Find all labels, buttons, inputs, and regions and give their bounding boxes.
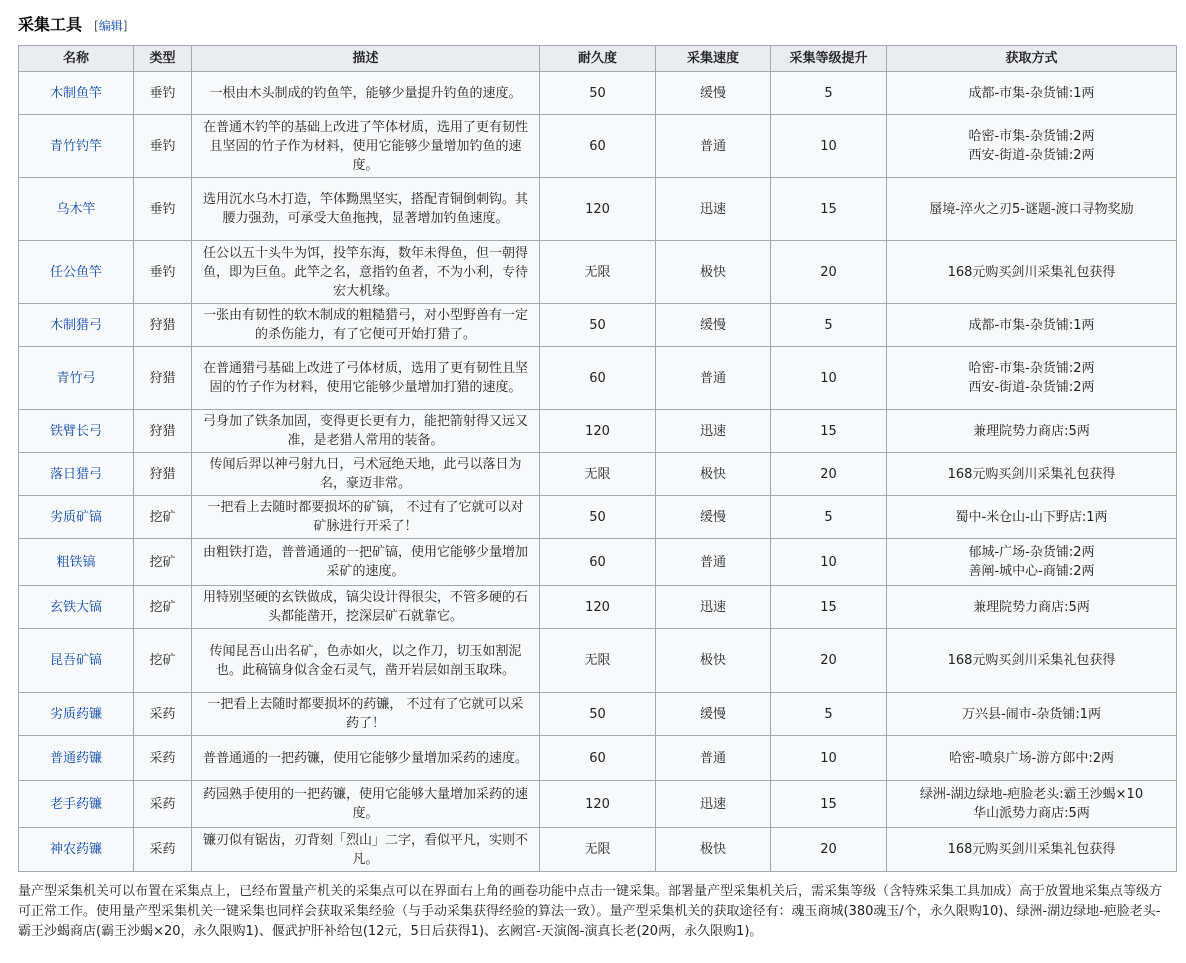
cell-level: 15 [771, 781, 887, 828]
section-title: 采集工具 [18, 15, 83, 34]
header-source[interactable]: 获取方式 [887, 46, 1177, 72]
cell-source [887, 453, 1177, 496]
cell-type: 采药 [134, 828, 192, 872]
cell-desc: 一根由木头制成的钓鱼竿，能够少量提升钓鱼的速度。 [192, 72, 540, 115]
cell-name [19, 72, 134, 115]
source-line: 哈密-市集-杂货铺:2两 [968, 129, 1095, 144]
cell-durability: 50 [540, 693, 656, 736]
tool-name-link[interactable]: 劣质药镰 [49, 706, 102, 722]
cell-level: 5 [771, 693, 887, 736]
cell-speed: 迅速 [656, 178, 771, 241]
cell-desc: 药园熟手使用的一把药镰，使用它能够大量增加采药的速度。 [192, 781, 540, 828]
cell-source [887, 496, 1177, 539]
table-row [19, 347, 1177, 410]
cell-desc: 在普通木钓竿的基础上改进了竿体材质，选用了更有韧性且坚固的竹子作为材料，使用它能够少量增加钓鱼的速度。 [192, 115, 540, 178]
tool-name-link[interactable]: 玄铁大镐 [49, 599, 102, 615]
source-line: 兼理院势力商店:5两 [973, 423, 1090, 439]
cell-name [19, 781, 134, 828]
cell-level: 20 [771, 629, 887, 693]
source-line: 哈密-市集-杂货铺:2两 [968, 361, 1095, 376]
cell-desc: 一把看上去随时都要损坏的矿镐， 不过有了它就可以对矿脉进行开采了！ [192, 496, 540, 539]
tool-name-link[interactable]: 青竹钓竿 [49, 138, 102, 154]
header-durability[interactable]: 耐久度 [540, 46, 656, 72]
cell-type: 挖矿 [134, 629, 192, 693]
cell-source [887, 241, 1177, 304]
cell-desc: 传闻后羿以神弓射九日，弓术冠绝天地，此弓以落日为名，豪迈非常。 [192, 453, 540, 496]
cell-speed: 普通 [656, 736, 771, 781]
table-row [19, 586, 1177, 629]
table-row [19, 539, 1177, 586]
tool-name-link[interactable]: 昆吾矿镐 [49, 653, 102, 668]
cell-name [19, 736, 134, 781]
cell-type: 狩猎 [134, 304, 192, 347]
source-line: 兼理院势力商店:5两 [973, 599, 1090, 615]
cell-speed: 普通 [656, 347, 771, 410]
cell-name [19, 539, 134, 586]
cell-desc: 选用沉水乌木打造，竿体黝黑坚实，搭配青铜倒刺钩。其腰力强劲，可承受大鱼拖拽，显著增加钓鱼速度。 [192, 178, 540, 241]
source-line: 绿洲-湖边绿地-疤脸老头:霸王沙蝎×10 [919, 787, 1144, 802]
cell-level: 20 [771, 828, 887, 872]
tools-table [18, 45, 1177, 872]
cell-type: 垂钓 [134, 115, 192, 178]
tool-name-link[interactable]: 铁臂长弓 [49, 423, 102, 439]
cell-type: 垂钓 [134, 241, 192, 304]
cell-type: 采药 [134, 693, 192, 736]
cell-durability: 60 [540, 115, 656, 178]
cell-name [19, 347, 134, 410]
cell-name [19, 828, 134, 872]
cell-speed: 极快 [656, 241, 771, 304]
cell-type: 狩猎 [134, 347, 192, 410]
tool-name-link[interactable]: 木制猎弓 [49, 317, 102, 333]
cell-level: 10 [771, 539, 887, 586]
cell-durability: 无限 [540, 241, 656, 304]
footer-note: 量产型采集机关可以布置在采集点上，已经布置量产机关的采集点可以在界面右上角的画卷功能中点击一键采集。部署量产型采集机关后，需采集等级（含特殊采集工具加成）高于放置地采集点等级方可正常工作。使用量产型采集机关一键采集也同样会获取采集经验（与手动采集获得经验的算法一致）。量产型采集机关的获取途径有：魂玉商城(380魂玉/个，永久限购10)、绿洲-湖边绿地-疤脸老头-霸王沙蝎商店(霸王沙蝎×20，永久限购1)、偃武护肝补给包(12元，5日后获得1)、玄阙宫-天演阁-演真长老(20两，永久限购1)。 [18, 884, 1163, 939]
cell-level: 5 [771, 496, 887, 539]
cell-name [19, 586, 134, 629]
cell-speed: 极快 [656, 453, 771, 496]
source-line: 成都-市集-杂货铺:1两 [968, 317, 1095, 333]
source-line: 168元购买剑川采集礼包获得 [947, 653, 1116, 668]
cell-durability: 120 [540, 178, 656, 241]
table-row [19, 453, 1177, 496]
cell-level: 20 [771, 241, 887, 304]
cell-speed: 迅速 [656, 586, 771, 629]
source-line: 168元购买剑川采集礼包获得 [947, 842, 1116, 857]
cell-source [887, 72, 1177, 115]
cell-desc: 用特别坚硬的玄铁做成，镐尖设计得很尖，不管多硬的石头都能凿开，挖深层矿石就靠它。 [192, 586, 540, 629]
edit-bracket-open: [ [94, 19, 99, 33]
section-heading [18, 12, 1176, 35]
source-line: 蜀中-米仓山-山下野店:1两 [955, 509, 1108, 525]
cell-type: 挖矿 [134, 586, 192, 629]
cell-name [19, 115, 134, 178]
source-line: 成都-市集-杂货铺:1两 [968, 85, 1095, 101]
source-line: 万兴县-闹市-杂货铺:1两 [961, 706, 1102, 722]
table-row [19, 241, 1177, 304]
cell-level: 20 [771, 453, 887, 496]
cell-durability: 50 [540, 496, 656, 539]
cell-name [19, 241, 134, 304]
tool-name-link[interactable]: 任公鱼竿 [49, 264, 102, 280]
cell-source [887, 410, 1177, 453]
cell-source [887, 693, 1177, 736]
cell-source [887, 347, 1177, 410]
table-row [19, 693, 1177, 736]
cell-durability: 无限 [540, 828, 656, 872]
cell-speed: 普通 [656, 115, 771, 178]
edit-bracket-close: ] [122, 19, 128, 33]
table-row [19, 629, 1177, 693]
cell-level: 15 [771, 410, 887, 453]
cell-desc: 一张由有韧性的软木制成的粗糙猎弓，对小型野兽有一定的杀伤能力，有了它便可开始打猎了。 [192, 304, 540, 347]
cell-level: 10 [771, 736, 887, 781]
cell-durability: 120 [540, 586, 656, 629]
cell-type: 狩猎 [134, 410, 192, 453]
tool-name-link[interactable]: 劣质矿镐 [49, 509, 102, 525]
cell-desc: 任公以五十头牛为饵，投竿东海，数年未得鱼，但一朝得鱼，即为巨鱼。此竿之名，意指钓鱼者，不为小利，专待宏大机缘。 [192, 241, 540, 304]
cell-name [19, 453, 134, 496]
edit-link[interactable]: 编辑 [98, 19, 123, 33]
cell-durability: 120 [540, 410, 656, 453]
cell-speed: 缓慢 [656, 496, 771, 539]
cell-type: 采药 [134, 781, 192, 828]
table-row [19, 781, 1177, 828]
tool-name-link[interactable]: 木制鱼竿 [49, 85, 102, 101]
cell-type: 垂钓 [134, 72, 192, 115]
cell-speed: 极快 [656, 828, 771, 872]
cell-desc: 由粗铁打造，普普通通的一把矿镐，使用它能够少量增加采矿的速度。 [192, 539, 540, 586]
cell-durability: 50 [540, 72, 656, 115]
cell-desc: 传闻昆吾山出名矿，色赤如火，以之作刀，切玉如割泥也。此稿镐身似含金石灵气，凿开岩层如剖玉取珠。 [192, 629, 540, 693]
source-line: 华山派势力商店:5两 [973, 806, 1090, 821]
cell-speed: 极快 [656, 629, 771, 693]
cell-desc: 在普通猎弓基础上改进了弓体材质，选用了更有韧性且坚固的竹子作为材料，使用它能够少量增加打猎的速度。 [192, 347, 540, 410]
cell-name [19, 410, 134, 453]
cell-name [19, 629, 134, 693]
tool-name-link[interactable]: 青竹弓 [56, 370, 96, 386]
cell-speed: 迅速 [656, 410, 771, 453]
source-line: 168元购买剑川采集礼包获得 [947, 264, 1116, 280]
header-desc[interactable]: 描述 [192, 46, 540, 72]
cell-level: 5 [771, 304, 887, 347]
tool-name-link[interactable]: 普通药镰 [49, 750, 102, 766]
cell-type: 狩猎 [134, 453, 192, 496]
table-row [19, 115, 1177, 178]
table-row [19, 496, 1177, 539]
cell-source [887, 304, 1177, 347]
source-line: 郁城-广场-杂货铺:2两 [968, 545, 1095, 560]
cell-durability: 无限 [540, 453, 656, 496]
cell-source [887, 586, 1177, 629]
cell-type: 挖矿 [134, 496, 192, 539]
cell-durability: 50 [540, 304, 656, 347]
table-row [19, 828, 1177, 872]
source-line: 蜃境-淬火之刃5-谜题-渡口寻物奖励 [929, 201, 1134, 217]
cell-level: 15 [771, 586, 887, 629]
tool-name-link[interactable]: 老手药镰 [49, 796, 102, 812]
source-line: 哈密-喷泉广场-游方郎中:2两 [948, 750, 1115, 766]
cell-source [887, 115, 1177, 178]
cell-level: 5 [771, 72, 887, 115]
cell-speed: 迅速 [656, 781, 771, 828]
source-line: 西安-街道-杂货铺:2两 [968, 148, 1095, 163]
cell-speed: 缓慢 [656, 304, 771, 347]
table-row [19, 72, 1177, 115]
cell-source [887, 629, 1177, 693]
cell-level: 15 [771, 178, 887, 241]
source-line: 西安-街道-杂货铺:2两 [968, 380, 1095, 395]
tool-name-link[interactable]: 粗铁镐 [56, 554, 96, 570]
cell-type: 挖矿 [134, 539, 192, 586]
tool-name-link[interactable]: 乌木竿 [56, 201, 96, 217]
table-row [19, 736, 1177, 781]
header-type[interactable]: 类型 [134, 46, 192, 72]
edit-section [94, 17, 127, 34]
cell-type: 垂钓 [134, 178, 192, 241]
cell-level: 10 [771, 347, 887, 410]
table-header-row [19, 46, 1177, 72]
table-row [19, 304, 1177, 347]
cell-name [19, 693, 134, 736]
cell-desc: 普普通通的一把药镰，使用它能够少量增加采药的速度。 [192, 736, 540, 781]
cell-desc: 镰刃似有锯齿，刃背刻「烈山」二字，看似平凡，实则不凡。 [192, 828, 540, 872]
cell-speed: 缓慢 [656, 72, 771, 115]
cell-level: 10 [771, 115, 887, 178]
header-speed[interactable]: 采集速度 [656, 46, 771, 72]
cell-durability: 60 [540, 539, 656, 586]
cell-source [887, 828, 1177, 872]
tool-name-link[interactable]: 落日猎弓 [49, 466, 102, 482]
cell-name [19, 496, 134, 539]
source-line: 168元购买剑川采集礼包获得 [947, 466, 1116, 482]
cell-durability: 60 [540, 347, 656, 410]
table-body [19, 72, 1177, 872]
cell-speed: 缓慢 [656, 693, 771, 736]
table-row [19, 178, 1177, 241]
tool-name-link[interactable]: 神农药镰 [49, 842, 102, 857]
header-level[interactable]: 采集等级提升 [771, 46, 887, 72]
cell-durability: 60 [540, 736, 656, 781]
cell-durability: 120 [540, 781, 656, 828]
cell-source [887, 781, 1177, 828]
cell-desc: 弓身加了铁条加固，变得更长更有力，能把箭射得又远又准，是老猎人常用的装备。 [192, 410, 540, 453]
cell-source [887, 178, 1177, 241]
header-name[interactable]: 名称 [19, 46, 134, 72]
cell-name [19, 304, 134, 347]
cell-desc: 一把看上去随时都要损坏的药镰， 不过有了它就可以采药了！ [192, 693, 540, 736]
cell-source [887, 736, 1177, 781]
cell-speed: 普通 [656, 539, 771, 586]
source-line: 善阐-城中心-商铺:2两 [968, 564, 1095, 579]
cell-name [19, 178, 134, 241]
cell-durability: 无限 [540, 629, 656, 693]
cell-type: 采药 [134, 736, 192, 781]
cell-source [887, 539, 1177, 586]
table-row [19, 410, 1177, 453]
